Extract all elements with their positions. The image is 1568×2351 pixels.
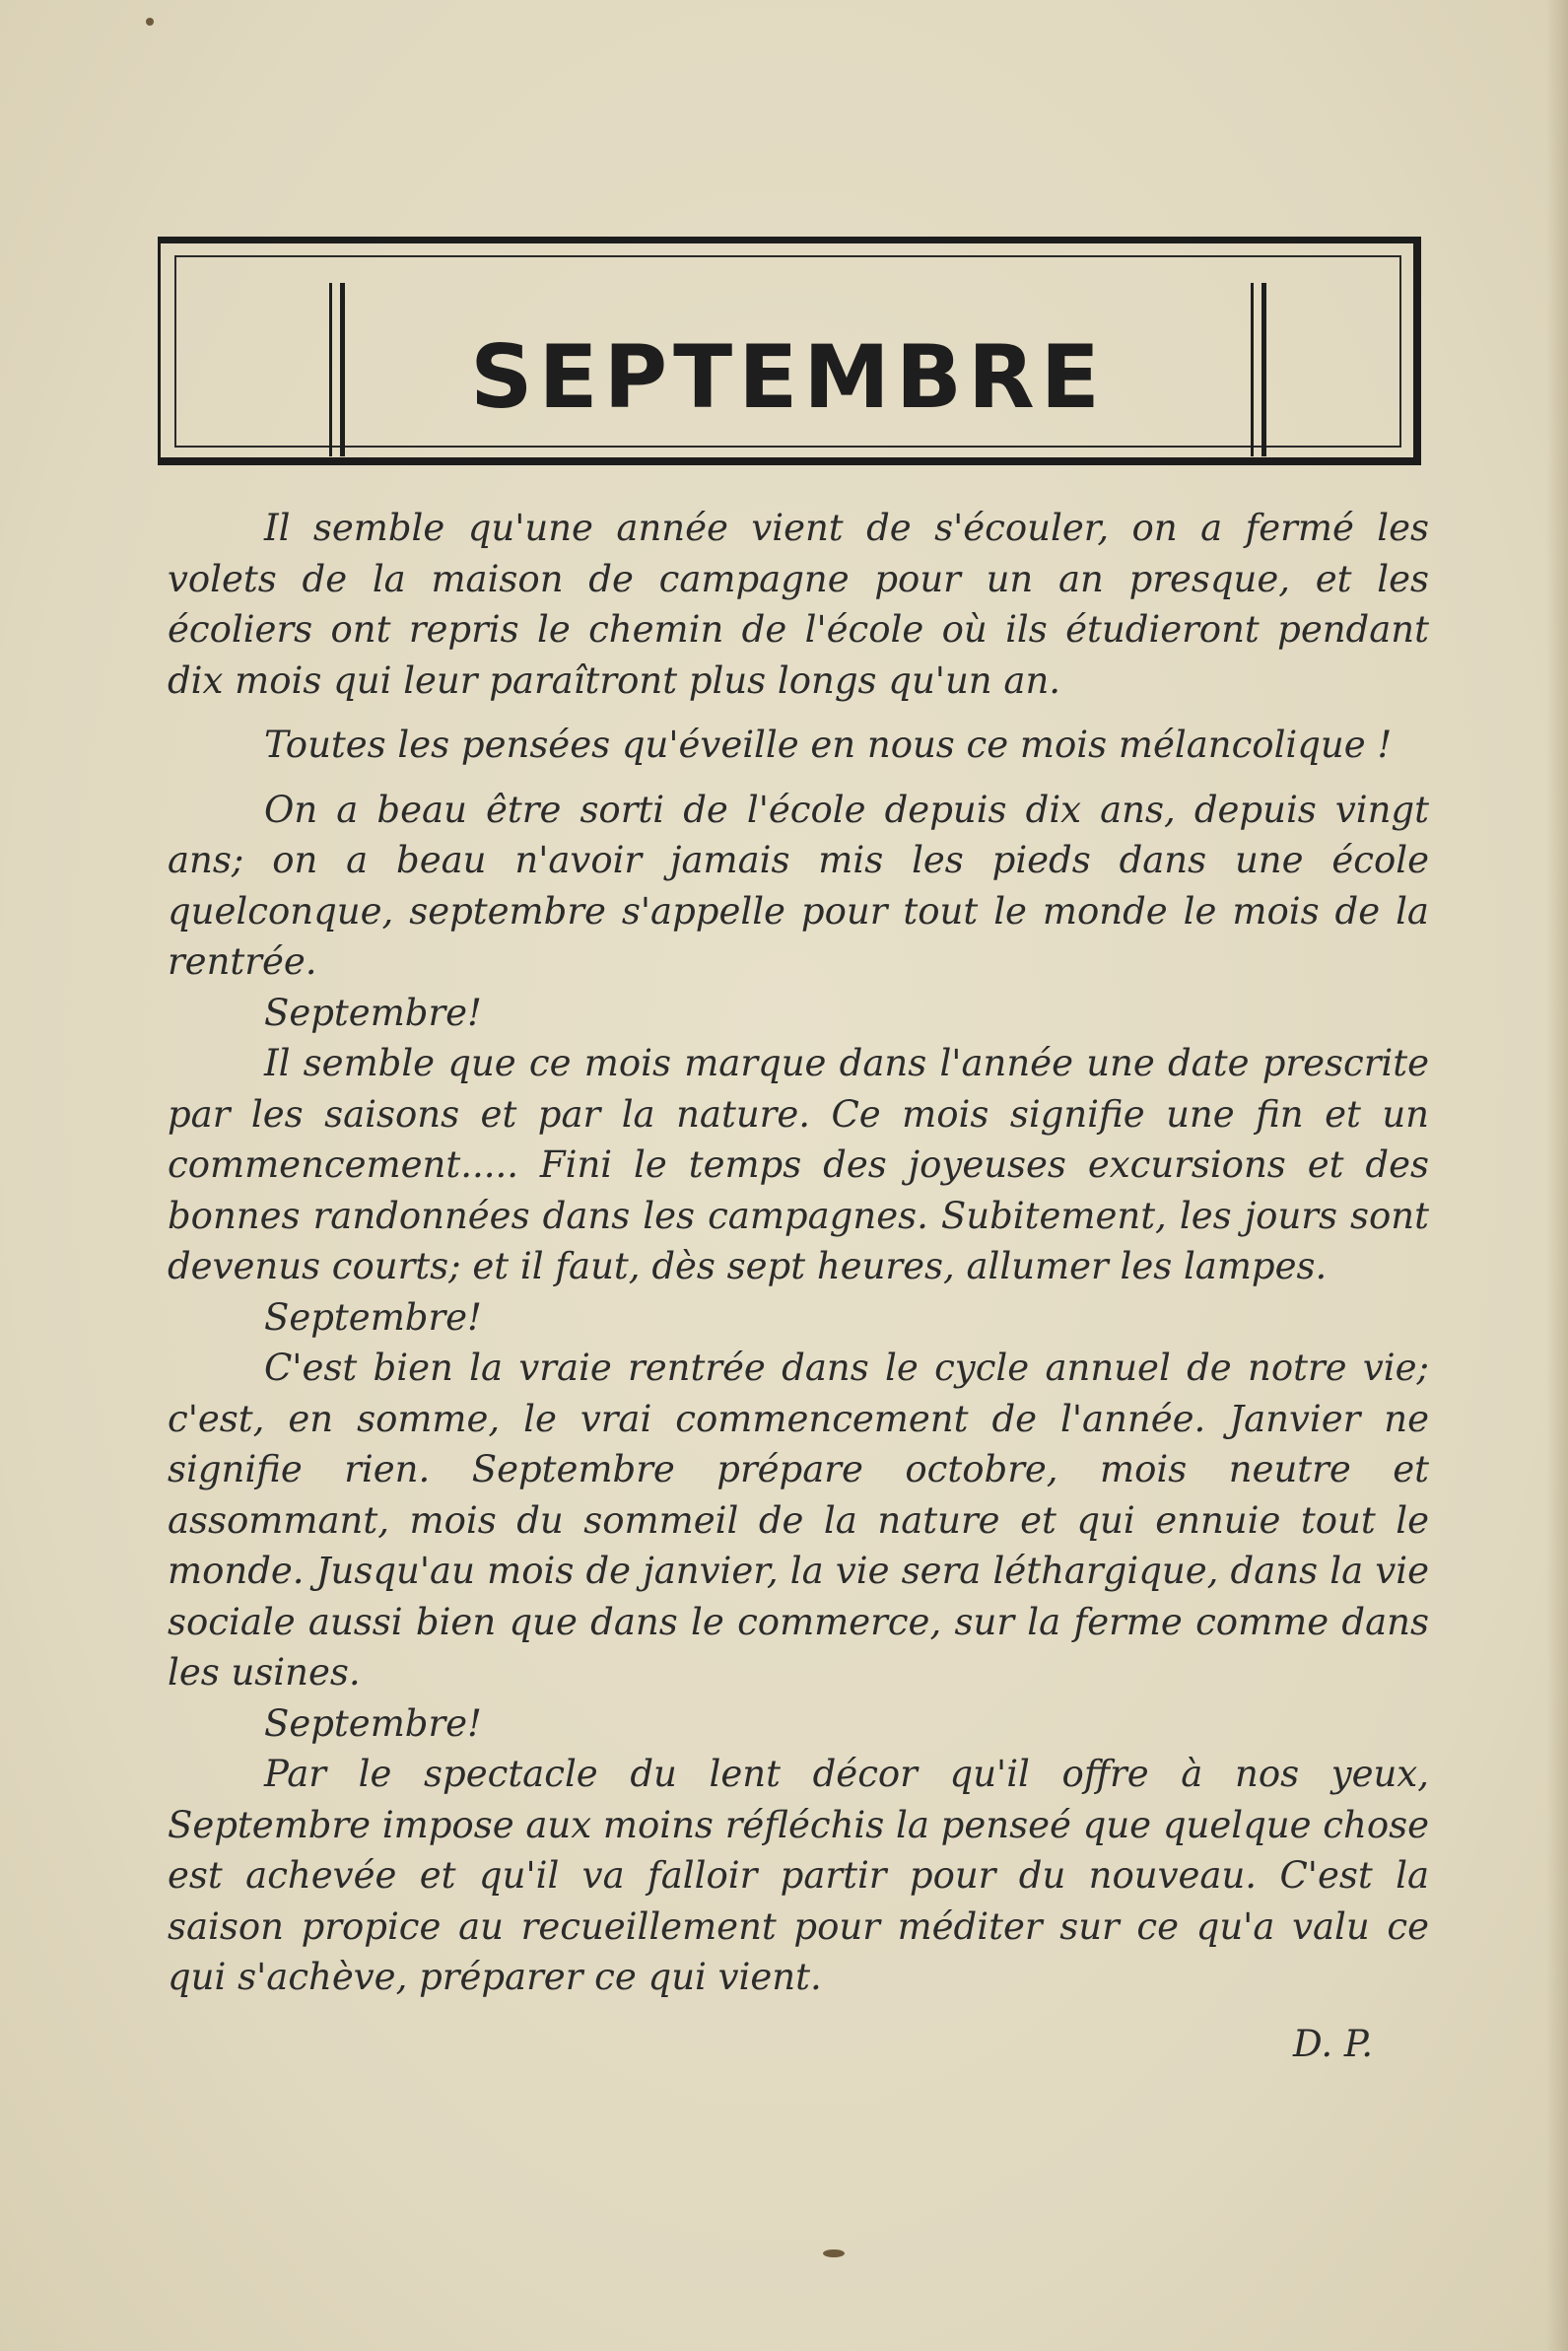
page-edge-shadow (1546, 0, 1568, 2351)
article-body (168, 503, 1429, 2003)
page-title: SEPTEMBRE (470, 326, 1106, 428)
paragraph-8: Septembre! (264, 1701, 482, 1745)
paragraph-4: Septembre! (264, 991, 482, 1034)
paragraph-1: Il semble qu'une année vient de s'écouler, on a fermé les volets de la maison de campagne pour un an presque, et les écoliers ont repris le chemin de l'école où ils étudieront pendant dix mois qui leur paraîtront plus longs qu'un an. (168, 507, 1429, 702)
stain-mark (823, 2249, 845, 2257)
paragraph-2: Toutes les pensées qu'éveille en nous ce mois mélancolique ! (264, 724, 1393, 766)
title-frame (158, 237, 1421, 465)
title-frame-inner (174, 255, 1401, 448)
paragraph-9: Par le spectacle du lent décor qu'il offre à nos yeux, Septembre impose aux moins réfléchis la penseé que quelque chose est achevée et qu'il va falloir partir pour du nouveau. C'est la saison propice au recueillement pour méditer sur ce qu'a valu ce qui s'achève, préparer ce qui vient. (168, 1753, 1429, 1998)
paragraph-6: Septembre! (264, 1295, 482, 1339)
signature: D. P. (1292, 2023, 1373, 2065)
paragraph-3: On a beau être sorti de l'école depuis dix ans, depuis vingt ans; on a beau n'avoir jamais mis les pieds dans une école quelconque, septembre s'appelle pour tout le monde le mois de la rentrée. (168, 788, 1429, 983)
paragraph-7: C'est bien la vraie rentrée dans le cycle annuel de notre vie; c'est, en somme, le vrai commencement de l'année. Janvier ne signifie rien. Septembre prépare octobre, mois neutre et assommant, mois du sommeil de la nature et qui ennuie tout le monde. Jusqu'au mois de janvier, la vie sera léthargique, dans la vie sociale aussi bien que dans le commerce, sur la ferme comme dans les usines. (168, 1347, 1429, 1694)
paragraph-5: Il semble que ce mois marque dans l'année une date prescrite par les saisons et par la nature. Ce mois signifie une fin et un commencement..... Fini le temps des joyeuses excursions et des bonnes randonnées dans les campagnes. Subitement, les jours sont devenus courts; et il faut, dès sept heures, allumer les lampes. (168, 1042, 1429, 1287)
ink-speck (146, 18, 154, 26)
